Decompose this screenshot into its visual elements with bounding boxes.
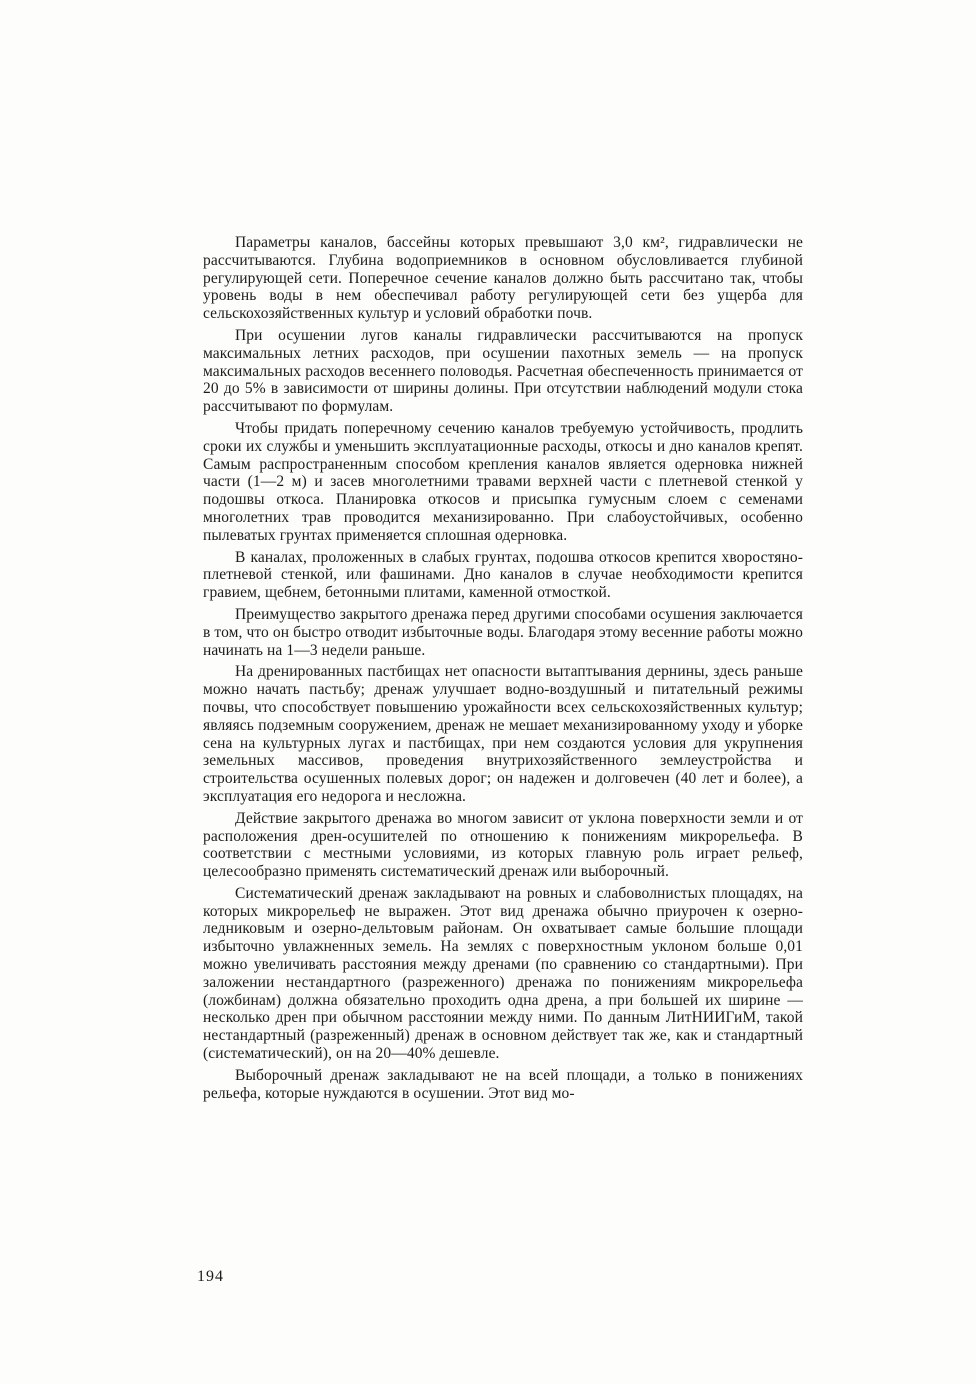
paragraph-canal-parameters: Параметры каналов, бассейны которых превышают 3,0 км², гидравлически не рассчитываются. Глубина водоприемников в основном обусловливается глубиной регулирующей сети. Поперечное сечение каналов должно быть рассчитано так, чтобы уровень воды в нем обеспечивал работу регулирующей сети без ущерба для сельскохозяйственных культур и условий обработки почв.	[203, 234, 803, 323]
paragraph-closed-drainage-advantage: Преимущество закрытого дренажа перед другими способами осушения заключается в том, что он быстро отводит избыточные воды. Благодаря этому весенние работы можно начинать на 1—3 недели раньше.	[203, 605, 803, 659]
paragraph-canal-reinforcement: Чтобы придать поперечному сечению каналов требуемую устойчивость, продлить сроки их службы и уменьшить эксплуатационные расходы, откосы и дно каналов крепят. Самым распространенным способом крепления каналов является одерновка нижней части (1—2 м) и засев многолетними травами верхней части с плетневой стенкой у подошвы откоса. Планировка откосов и присыпка гумусным слоем с семенами многолетних трав проводится механизированно. При слабоустойчивых, особенно пылеватых грунтах применяется сплошная одерновка.	[203, 419, 803, 544]
paragraph-weak-soils: В каналах, проложенных в слабых грунтах, подошва откосов крепится хворостяно-плетневой стенкой, или фашинами. Дно каналов в случае необходимости крепится гравием, щебнем, бетонными плитами, каменной отмосткой.	[203, 548, 803, 602]
page-number: 194	[197, 1268, 224, 1285]
paragraph-drainage-action: Действие закрытого дренажа во многом зависит от уклона поверхности земли и от расположения дрен-осушителей по отношению к понижениям микрорельефа. В соответствии с местными условиями, из которых главную роль играет рельеф, целесообразно применять систематический дренаж или выборочный.	[203, 809, 803, 881]
paragraph-selective-drainage: Выборочный дренаж закладывают не на всей площади, а только в понижениях рельефа, которые нуждаются в осушении. Этот вид мо-	[203, 1066, 803, 1102]
body-text	[203, 234, 803, 1106]
paragraph-systematic-drainage: Систематический дренаж закладывают на ровных и слабоволнистых площадях, на которых микрорельеф не выражен. Этот вид дренажа обычно приурочен к озерно-ледниковым и озерно-дельтовым районам. Он охватывает самые большие площади избыточно увлажненных земель. На землях с поверхностным уклоном больше 0,01 можно увеличивать расстояния между дренами (по сравнению со стандартными). При заложении нестандартного (разреженного) дренажа по понижениям микрорельефа (ложбинам) должна обязательно проходить одна дрена, а при большей их ширине — несколько дрен при обычном расстоянии между ними. По данным ЛитНИИГиМ, такой нестандартный (разреженный) дренаж в основном действует так же, как и стандартный (систематический), он на 20—40% дешевле.	[203, 884, 803, 1063]
paragraph-drained-pastures: На дренированных пастбищах нет опасности вытаптывания дернины, здесь раньше можно начать пастьбу; дренаж улучшает водно-воздушный и питательный режимы почвы, что способствует повышению урожайности всех сельскохозяйственных культур; являясь подземным сооружением, дренаж не мешает механизированному уходу и уборке сена на культурных лугах и пастбищах, при нем создаются условия для укрупнения земельных массивов, проведения внутрихозяйственного землеустройства и строительства осушенных полевых дорог; он надежен и долговечен (40 лет и более), а эксплуатация его недорога и несложна.	[203, 663, 803, 805]
paragraph-meadow-drainage: При осушении лугов каналы гидравлически рассчитываются на пропуск максимальных летних расходов, при осушении пахотных земель — на пропуск максимальных расходов весеннего половодья. Расчетная обеспеченность принимается от 20 до 5% в зависимости от ширины долины. При отсутствии наблюдений модули стока рассчитывают по формулам.	[203, 326, 803, 416]
